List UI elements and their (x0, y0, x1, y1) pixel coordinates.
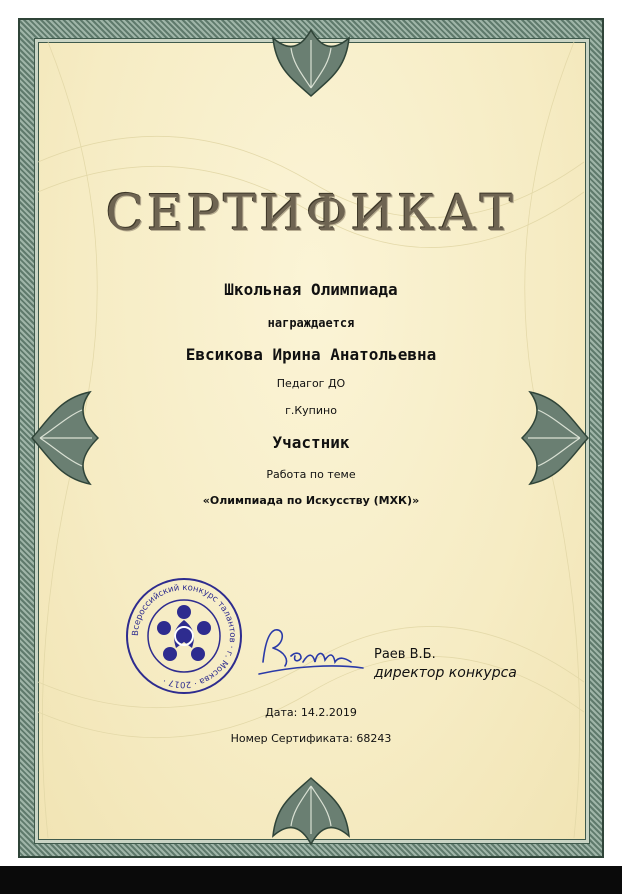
olympiad-name: Школьная Олимпиада (224, 280, 398, 299)
certificate-number: Номер Сертификата: 68243 (230, 732, 392, 745)
participation-status: Участник (272, 433, 350, 452)
top-ornament (271, 28, 351, 98)
work-topic: «Олимпиада по Искусству (МХК)» (202, 494, 420, 507)
director-role: директор конкурса (374, 665, 517, 681)
certificate-title: СЕРТИФИКАТ (105, 184, 517, 242)
director-signature (255, 622, 365, 682)
bottom-black-bar (0, 866, 622, 894)
recipient-city: г.Купино (285, 404, 337, 417)
director-name: Раев В.Б. (374, 647, 436, 662)
stamp-seal (124, 576, 244, 696)
recipient-name: Евсикова Ирина Анатольевна (185, 345, 437, 364)
work-label: Работа по теме (266, 468, 356, 481)
recipient-position: Педагог ДО (276, 377, 346, 390)
awarded-label: награждается (267, 316, 355, 330)
seal-ring-text: Всероссийский конкурс талантов · г. Москва · 2017 · (130, 582, 238, 690)
issue-date: Дата: 14.2.2019 (265, 706, 357, 719)
bottom-ornament (271, 776, 351, 846)
